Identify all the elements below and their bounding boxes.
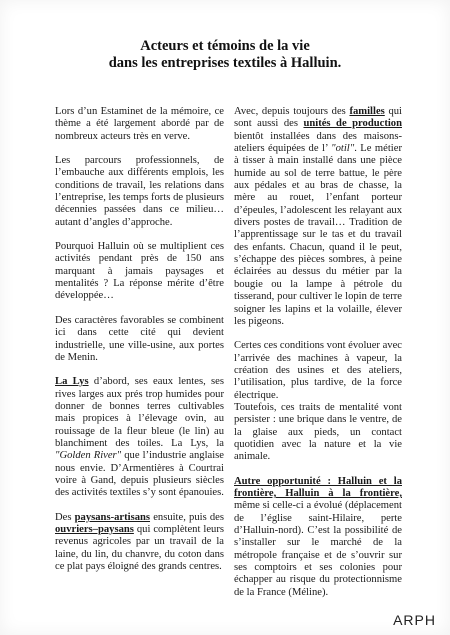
ouvriers-paysans-label: ouvriers–paysans	[55, 523, 134, 535]
golden-river: "Golden River"	[55, 450, 122, 462]
familles-text-b: qui sont aussi des	[234, 106, 403, 130]
left-paragraph-3: Pourquoi Halluin où se multiplient ces activités pendant près de 150 ans marquant à jamais paysages et mentalités ? La réponse mérite d’être développée…	[55, 241, 224, 302]
left-paragraph-1: Lors d’un Estaminet de la mémoire, ce thème a été largement abordé par de nombreux acteurs très en verve.	[55, 106, 224, 142]
unites-production-label: unités de production	[303, 118, 402, 130]
artisans-text-c: qui complètent leurs revenus agricoles par un travail de la laine, du lin, du chanvre, du coton dans ce plat pays éloigné des grands centres.	[55, 523, 224, 572]
lys-text-a: d’abord, ses eaux lentes, ses rives larges aux prés trop humides pour donner de bonnes terres cultivables mais propices à l’élevage ovin, au rouissage de la fleur bleue (le lin) au blanchiment des toiles. La Lys, la	[55, 376, 224, 449]
left-paragraph-5	[55, 376, 224, 499]
opportunite-text: même si celle-ci a évolué (déplacement de l’église saint-Hilaire, perte d’Halluin-nord). C’est la possibilité de s’installer sur le marché de la métropole française et de s’ouvrir sur ses comptoirs et ses colonies pour échapper au risque du protectionnisme de la France (Méline).	[234, 500, 402, 598]
title-line-2: dans les entreprises textiles à Halluin.	[108, 55, 342, 71]
left-column	[55, 106, 224, 573]
title-line-1: Acteurs et témoins de la vie	[140, 38, 310, 54]
left-paragraph-2: Les parcours professionnels, de l’embauche aux différents emplois, les conditions de travail, les relations dans l’entreprise, les temps forts de plusieurs décennies passées dans ce milieu… autant d’angles d’approche.	[55, 155, 224, 228]
opportunite-label: Autre opportunité : Halluin et la frontière, Halluin à la frontière,	[234, 475, 402, 499]
artisans-text-b: ensuite, puis des	[150, 511, 224, 523]
footer-signature: ARPH	[393, 612, 436, 628]
right-column	[234, 106, 402, 599]
otil-word: "otil"	[331, 143, 355, 155]
lys-text-b: que l’industrie anglaise nous envie. D’Armentières à Courtrai voire à Gand, depuis plusieurs siècles des activités textiles s’y sont épanouies.	[55, 450, 224, 499]
page-title	[0, 38, 450, 72]
paysans-artisans-label: paysans-artisans	[74, 511, 151, 523]
right-paragraph-1	[234, 106, 402, 328]
artisans-text-a: Des	[55, 511, 75, 523]
familles-label: familles	[349, 106, 385, 117]
familles-text-a: Avec, depuis toujours des	[234, 106, 350, 117]
familles-text-d: . Le métier à tisser à main installé dans une pièce humide au sol de terre battue, le père aux pédales et au bras de chasse, la mère au rouet, l’enfant porteur d’épeules, l’adolescent les relayant aux divers postes de travail… Tradition de l’apprentissage sur le tas et du travail des enfants. Chacun, quand il le peut, s’échappe des pièces sombres, à peine éclairées au dessus du métier par la bougie ou la lampe à pétrole du tisserand, pour cultiver le lopin de terre soigner les lapins et la volaille, élever les pigeons.	[234, 143, 402, 327]
right-paragraph-2: Certes ces conditions vont évoluer avec l’arrivée des machines à vapeur, la création des usines et des ateliers, l’utilisation, plus tardive, de la force électrique.	[234, 340, 402, 401]
left-paragraph-4: Des caractères favorables se combinent ici dans cette cité qui devient industrielle, une ville-usine, aux portes de Menin.	[55, 314, 224, 363]
lys-label: La Lys	[55, 376, 89, 388]
right-paragraph-4	[234, 476, 402, 599]
right-paragraph-3: Toutefois, ces traits de mentalité vont persister : une brique dans le ventre, de la glaise aux pieds, un contact quotidien avec la nature et la vie animale.	[234, 401, 402, 463]
left-paragraph-6	[55, 512, 224, 574]
familles-text-c: bientôt installées dans des maisons-ateliers équipées de l’	[234, 130, 402, 155]
